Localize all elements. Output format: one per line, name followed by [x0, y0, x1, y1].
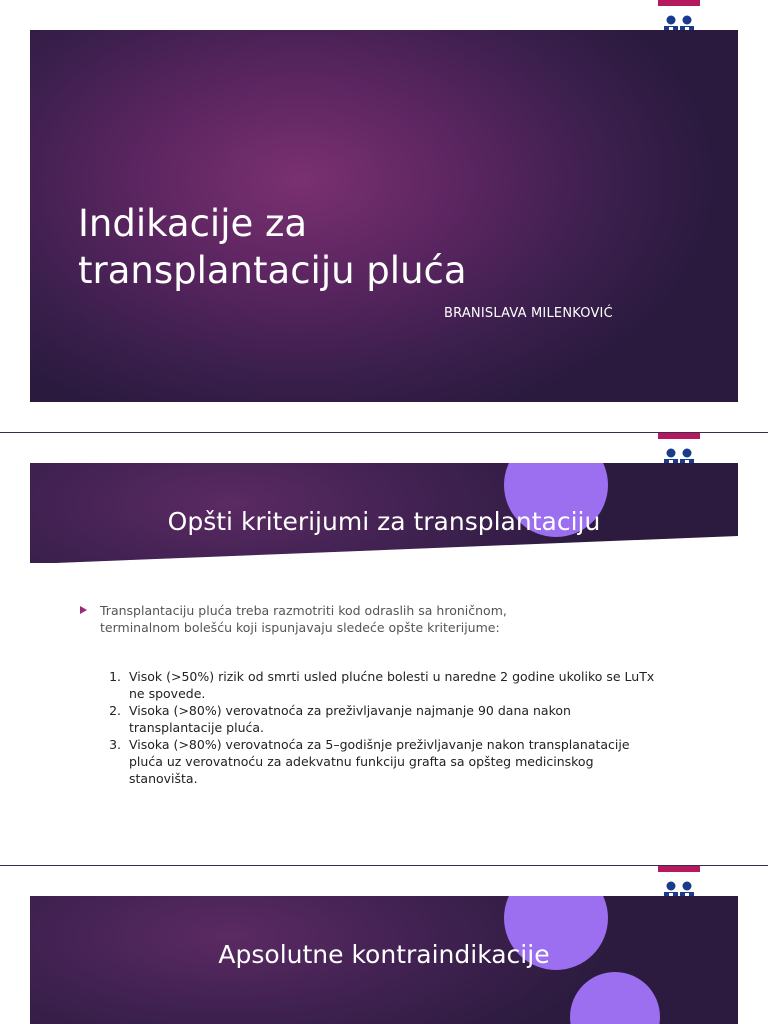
- title-line-2: transplantaciju pluća: [78, 249, 467, 292]
- slide-2-title-banner: [30, 463, 738, 563]
- presentation-title: [78, 200, 678, 294]
- slide-3-title-banner: [30, 896, 738, 1024]
- slide-2-title: Opšti kriterijumi za transplantaciju: [167, 507, 601, 536]
- title-line-1: Indikacije za: [78, 202, 308, 245]
- bullet-text: Transplantaciju pluća treba razmotriti kod odraslih sa hroničnom, terminalnom bolešću koji ispunjavaju sledeće opšte kriterijume:: [100, 603, 507, 635]
- author-name: BRANISLAVA MILENKOVIĆ: [444, 306, 613, 321]
- criteria-item: 3. Visoka (>80%) verovatnoća za 5–godišnje preživljavanje nakon transplanatacije pluća uz verovatnoću za adekvatnu funkciju grafta sa opšteg medicinskog stanovišta.: [125, 736, 665, 787]
- page-divider: [0, 865, 768, 866]
- criteria-item: 1. Visok (>50%) rizik od smrti usled plućne bolesti u naredne 2 godine ukoliko se LuTx ne spovede.: [125, 668, 665, 702]
- triangle-bullet-icon: [80, 606, 87, 614]
- slide-1: [0, 0, 768, 432]
- criteria-item: 2. Visoka (>80%) verovatnoća za preživljavanje najmanje 90 dana nakon transplantacije pluća.: [125, 702, 665, 736]
- banner-slant: [30, 536, 738, 563]
- decorative-circle: [570, 972, 660, 1024]
- title-slide-background: [30, 30, 738, 402]
- criteria-list: [95, 668, 665, 787]
- slide-3-title: Apsolutne kontraindikacije: [218, 940, 550, 969]
